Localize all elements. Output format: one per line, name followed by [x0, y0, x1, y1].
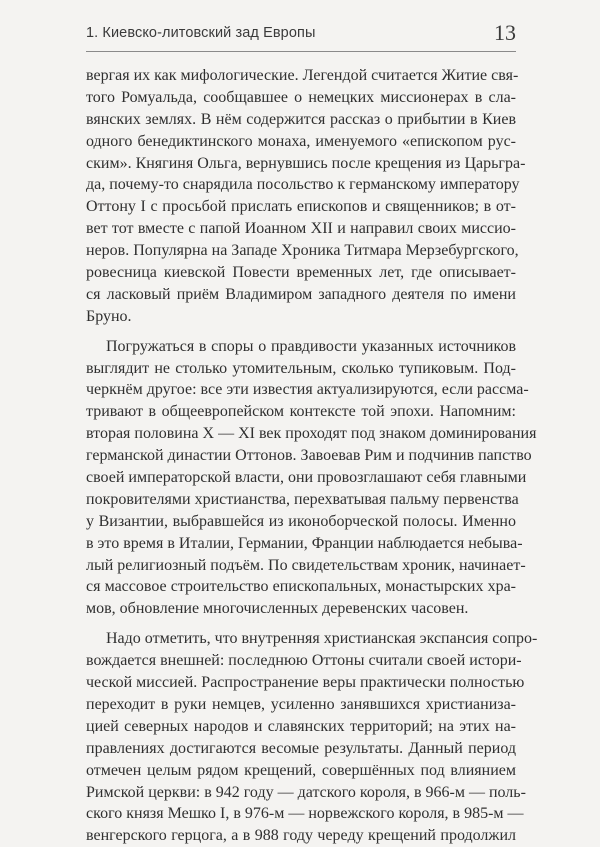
text-line: ским». Княгиня Ольга, вернувшись после крещения из Царьгра-: [86, 154, 526, 172]
text-line: одного бенедиктинского монаха, именуемого «епископом рус-: [86, 132, 516, 150]
text-line: выглядит не столько утомительным, сколько тупиковым. Под-: [86, 359, 516, 377]
text-line: да, почему-то снарядила посольство к германскому императору: [86, 176, 520, 194]
text-line: ся массовое строительство епископальных, монастырских хра-: [86, 578, 516, 596]
text-line: вергая их как мифологические. Легендой считается Житие свя-: [86, 67, 519, 84]
text-line: того Ромуальда, сообщавшее о немецких миссионерах в сла-: [86, 88, 516, 106]
text-line: своей императорской власти, они провозглашают себя главными: [86, 469, 527, 487]
text-line: вторая половина X — XI век проходят под знаком доминирования: [86, 425, 537, 443]
text-line: ся ласковый приём Владимиром западного деятеля по имени: [86, 285, 516, 303]
text-line: цией северных народов и славянских территорий; на этих на-: [86, 717, 516, 735]
text-line: ческой миссией. Распространение веры практически полностью: [86, 674, 525, 692]
text-line: лый религиозный подъём. По свидетельствам хроник, начинает-: [86, 556, 526, 574]
text-line: тривают в общеевропейском контексте той эпохи. Напомним:: [86, 403, 516, 421]
text-line: венгерского герцога, а в 988 году череду крещений продолжил: [86, 827, 516, 845]
paragraph-gap: [86, 328, 516, 336]
paragraph-1: [86, 65, 526, 328]
header-rule: [86, 51, 516, 52]
text-line: отмечен целым рядом крещений, совершённых под влиянием: [86, 761, 516, 779]
text-line: переходит в руки немцев, усиленно занявшихся христианиза-: [86, 695, 516, 713]
text-line: ровесница киевской Повести временных лет, где описывает-: [86, 264, 516, 282]
text-line: покровителями христианства, перехватывая пальму первенства: [86, 490, 519, 508]
running-head: 1. Киевско-литовский зад Европы: [86, 25, 316, 41]
paragraph-3: [86, 628, 538, 847]
text-line: черкнём другое: все эти известия актуализируются, если рассма-: [86, 381, 529, 399]
text-line: в это время в Италии, Германии, Франции наблюдается небыва-: [86, 534, 523, 552]
text-line: Бруно.: [86, 307, 132, 325]
text-line: германской династии Оттонов. Завоевав Рим и подчинив папство: [86, 447, 532, 465]
paragraph-gap: [86, 620, 516, 628]
text-line: Оттону I с просьбой прислать епископов и священников; в от-: [86, 198, 516, 216]
text-line: вянских землях. В нём содержится рассказ о прибытии в Киев: [86, 110, 516, 128]
text-line: вет тот вместе с папой Иоанном XII и направил своих миссио-: [86, 220, 516, 238]
text-line: мов, обновление многочисленных деревенских часовен.: [86, 600, 469, 618]
text-line: ского князя Мешко I, в 976-м — норвежского короля, в 985-м —: [86, 805, 524, 823]
text-line: правлениях достигаются весомые результаты. Данный период: [86, 739, 516, 757]
text-line: Погружаться в споры о правдивости указанных источников: [106, 337, 516, 355]
page-header: [86, 18, 516, 54]
text-line: Римской церкви: в 942 году — датского короля, в 966-м — поль-: [86, 783, 526, 801]
paragraph-2: [86, 336, 537, 621]
body-text: [86, 65, 538, 847]
text-line: неров. Популярна на Западе Хроника Титмара Мерзебургского,: [86, 242, 519, 260]
text-line: Надо отметить, что внутренняя христианская экспансия сопро-: [106, 630, 538, 648]
text-line: вождается внешней: последнюю Оттоны считали своей истори-: [86, 652, 522, 670]
text-line: у Византии, выбравшейся из иконоборческой полосы. Именно: [86, 512, 516, 530]
page-number: 13: [494, 20, 516, 45]
